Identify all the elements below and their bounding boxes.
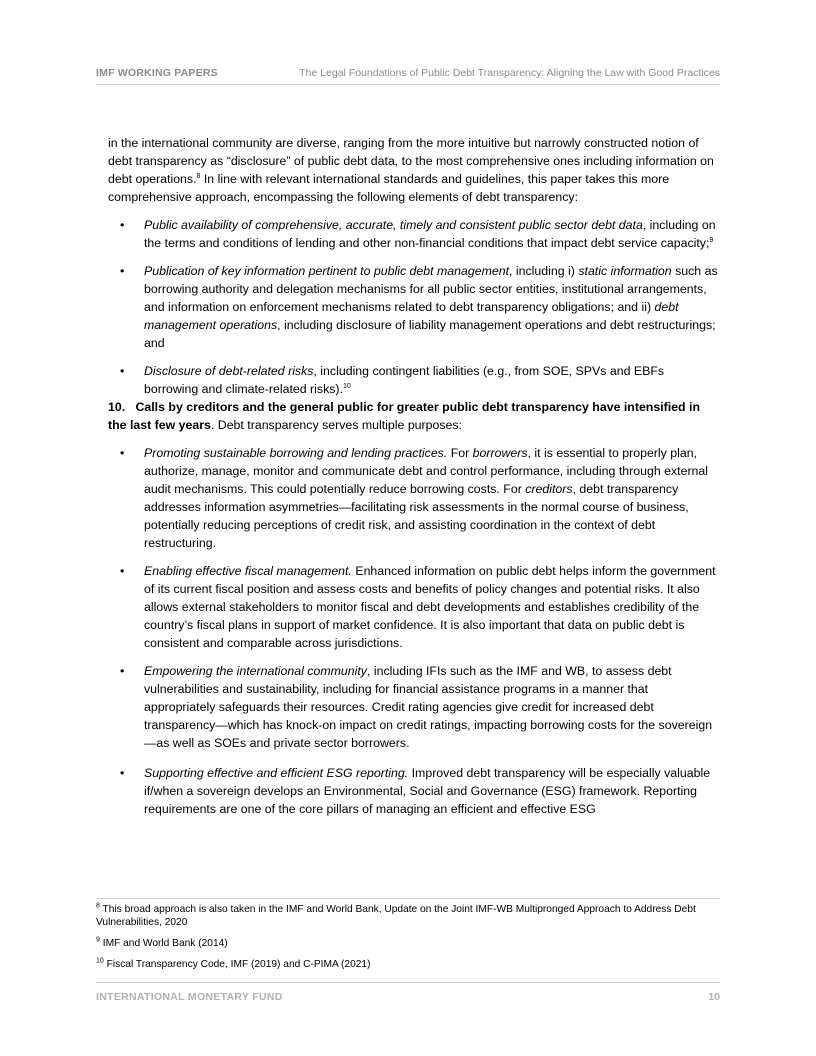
bullet-international-community: • Empowering the international community, including IFIs such as the IMF and WB, to assess debt vulnerabilities and sustainability, including for financial assistance programs in a manner that appropriately safeguards their resources. Credit rating agencies give credit for increased debt transparency—which has knock-on impact on credit ratings, impacting borrowing costs for the sovereign—as well as SOEs and private sector borrowers.	[120, 664, 713, 750]
footnote-rule	[96, 898, 720, 899]
bullet-dot: •	[120, 218, 125, 232]
footer-rule	[96, 982, 720, 983]
bullet-dot: •	[120, 264, 125, 278]
footnote-9: $^9$ IMF and World Bank (2014)	[96, 936, 228, 949]
bullet-esg-reporting: • Supporting effective and efficient ESG reporting. Improved debt transparency will be especially valuable if/when a sovereign develops an Environmental, Social and Governance (ESG) framework. Reporting requirements are one of the core pillars of managing an efficient and effective ESG	[120, 766, 711, 816]
bullet-dot: •	[120, 364, 125, 378]
section-heading: Calls by creditors and the general public for greater public debt transparency have intensified in the last few years	[108, 400, 700, 432]
bullet-debt-risks: • Disclosure of debt-related risks, including contingent liabilities (e.g., from SOE, SPVs and EBFs borrowing and climate-related risks).$^{10}$	[120, 364, 665, 396]
running-header-title: The Legal Foundations of Public Debt Transparency: Aligning the Law with Good Practices	[299, 67, 720, 79]
main-text	[108, 134, 718, 818]
running-header-series: IMF WORKING PAPERS	[96, 67, 218, 79]
bullet-public-availability: • Public availability of comprehensive, accurate, timely and consistent public sector debt data, including on the terms and conditions of lending and other non-financial conditions that impact debt service capacity;$^9$	[120, 218, 716, 250]
bullet-publication-key-info: • Publication of key information pertinent to public debt management, including i) static information such as borrowing authority and delegation mechanisms for all public sector entities, institutional arrangements, and information on enforcement mechanisms related to debt transparency obligations; and ii) debt management operations, including disclosure of liability management operations and debt restructurings; and	[120, 264, 718, 350]
section-number: 10.	[108, 400, 126, 414]
footer-publisher: INTERNATIONAL MONETARY FUND	[96, 991, 283, 1003]
footnote-ref-9: 9	[709, 236, 714, 244]
footnote-8: $^8$ This broad approach is also taken in the IMF and World Bank, Update on the Joint IMF-WB Multipronged Approach to Address Debt Vulnerabilities, 2020	[96, 902, 696, 928]
section-10-paragraph: 10. Calls by creditors and the general public for greater public debt transparency have intensified in the last few years. Debt transparency serves multiple purposes:	[108, 400, 700, 432]
bullet-dot: •	[120, 664, 125, 678]
bullet-sustainable-borrowing: • Promoting sustainable borrowing and lending practices. For borrowers, it is essential to properly plan, authorize, manage, monitor and communicate debt and control performance, including through external audit mechanisms. This could potentially reduce borrowing costs. For creditors, debt transparency addresses information asymmetries—facilitating risk assessments in the normal course of business, potentially reducing perceptions of credit risk, and assisting coordination in the context of debt restructuring.	[120, 446, 709, 550]
footnote-ref-8: 8	[196, 172, 201, 180]
footnote-ref-10: 10	[342, 382, 351, 390]
bullet-dot: •	[120, 766, 125, 780]
bullet-fiscal-management: • Enabling effective fiscal management. Enhanced information on public debt helps inform the government of its current fiscal position and assess costs and benefits of policy changes and potential risks. It also allows external stakeholders to monitor fiscal and debt developments and establishes credibility of the country’s fiscal plans in support of market confidence. It is also important that data on public debt is consistent and comparable across jurisdictions.	[120, 564, 716, 650]
page-number: 10	[708, 991, 720, 1003]
bullet-dot: •	[120, 446, 125, 460]
bullet-dot: •	[120, 564, 125, 578]
footnote-10: $^{10}$ Fiscal Transparency Code, IMF (2019) and C-PIMA (2021)	[96, 957, 371, 970]
intro-paragraph: in the international community are diverse, ranging from the more intuitive but narrowly constructed notion of debt transparency as “disclosure” of public debt data, to the most comprehensive ones including information on debt operations.$^8$ In line with relevant international standards and guidelines, this paper takes this more comprehensive approach, encompassing the following elements of debt transparency:	[108, 136, 714, 204]
header-rule	[96, 84, 720, 85]
